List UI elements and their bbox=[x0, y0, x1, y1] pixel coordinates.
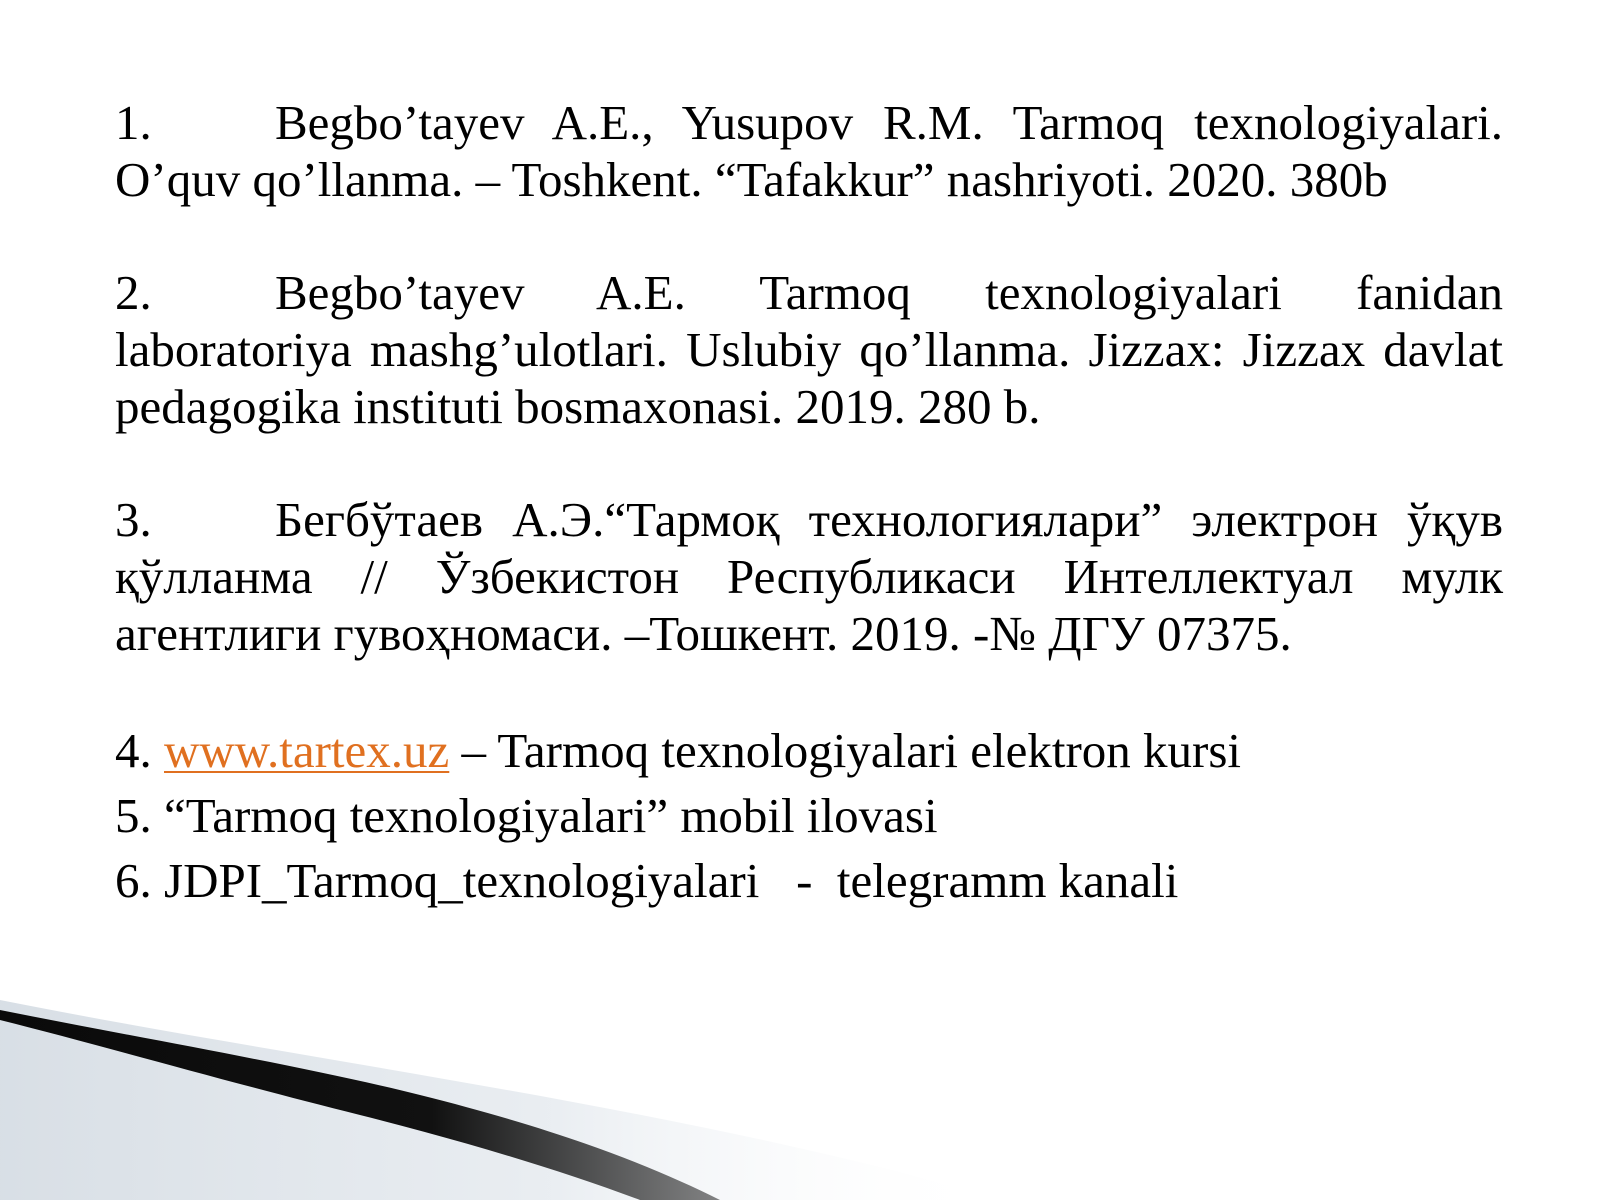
references-content bbox=[115, 94, 1503, 913]
reference-number: 2. bbox=[115, 265, 152, 320]
resource-list bbox=[115, 718, 1503, 913]
reference-text: Begbo’tayev A.E. Tarmoq texnologiyalari fanidan laboratoriya mashg’ulotlari. Uslubiy qo’llanma. Jizzax: Jizzax davlat pedagogika instituti bosmaxonasi. 2019. 280 b. bbox=[115, 265, 1503, 434]
resource-item-mobile-app: 5. “Tarmoq texnologiyalari” mobil ilovasi bbox=[115, 788, 938, 843]
resource-item-telegram: 6. JDPI_Tarmoq_texnologiyalari - telegramm kanali bbox=[115, 853, 1179, 908]
reference-item-3 bbox=[115, 491, 1503, 662]
light-wedge bbox=[0, 1000, 1000, 1200]
resource-number: 4. bbox=[115, 723, 164, 778]
reference-item-1 bbox=[115, 94, 1503, 208]
reference-number: 3. bbox=[115, 492, 152, 547]
website-link[interactable]: www.tartex.uz bbox=[164, 723, 450, 778]
resource-description: – Tarmoq texnologiyalari elektron kursi bbox=[449, 723, 1242, 778]
reference-text: Begbo’tayev A.E., Yusupov R.M. Tarmoq texnologiyalari. O’quv qo’llanma. – Toshkent. “Tafakkur” nashriyoti. 2020. 380b bbox=[115, 95, 1503, 207]
reference-number: 1. bbox=[115, 95, 152, 150]
resource-item-website bbox=[115, 718, 1503, 783]
reference-text: Бегбўтаев А.Э.“Тармоқ технологиялари” электрон ўқув қўлланма // Ўзбекистон Республикаси Интеллектуал мулк агентлиги гувоҳномаси. –Тошкент. 2019. -№ ДГУ 07375. bbox=[115, 492, 1503, 661]
reference-item-2 bbox=[115, 264, 1503, 435]
